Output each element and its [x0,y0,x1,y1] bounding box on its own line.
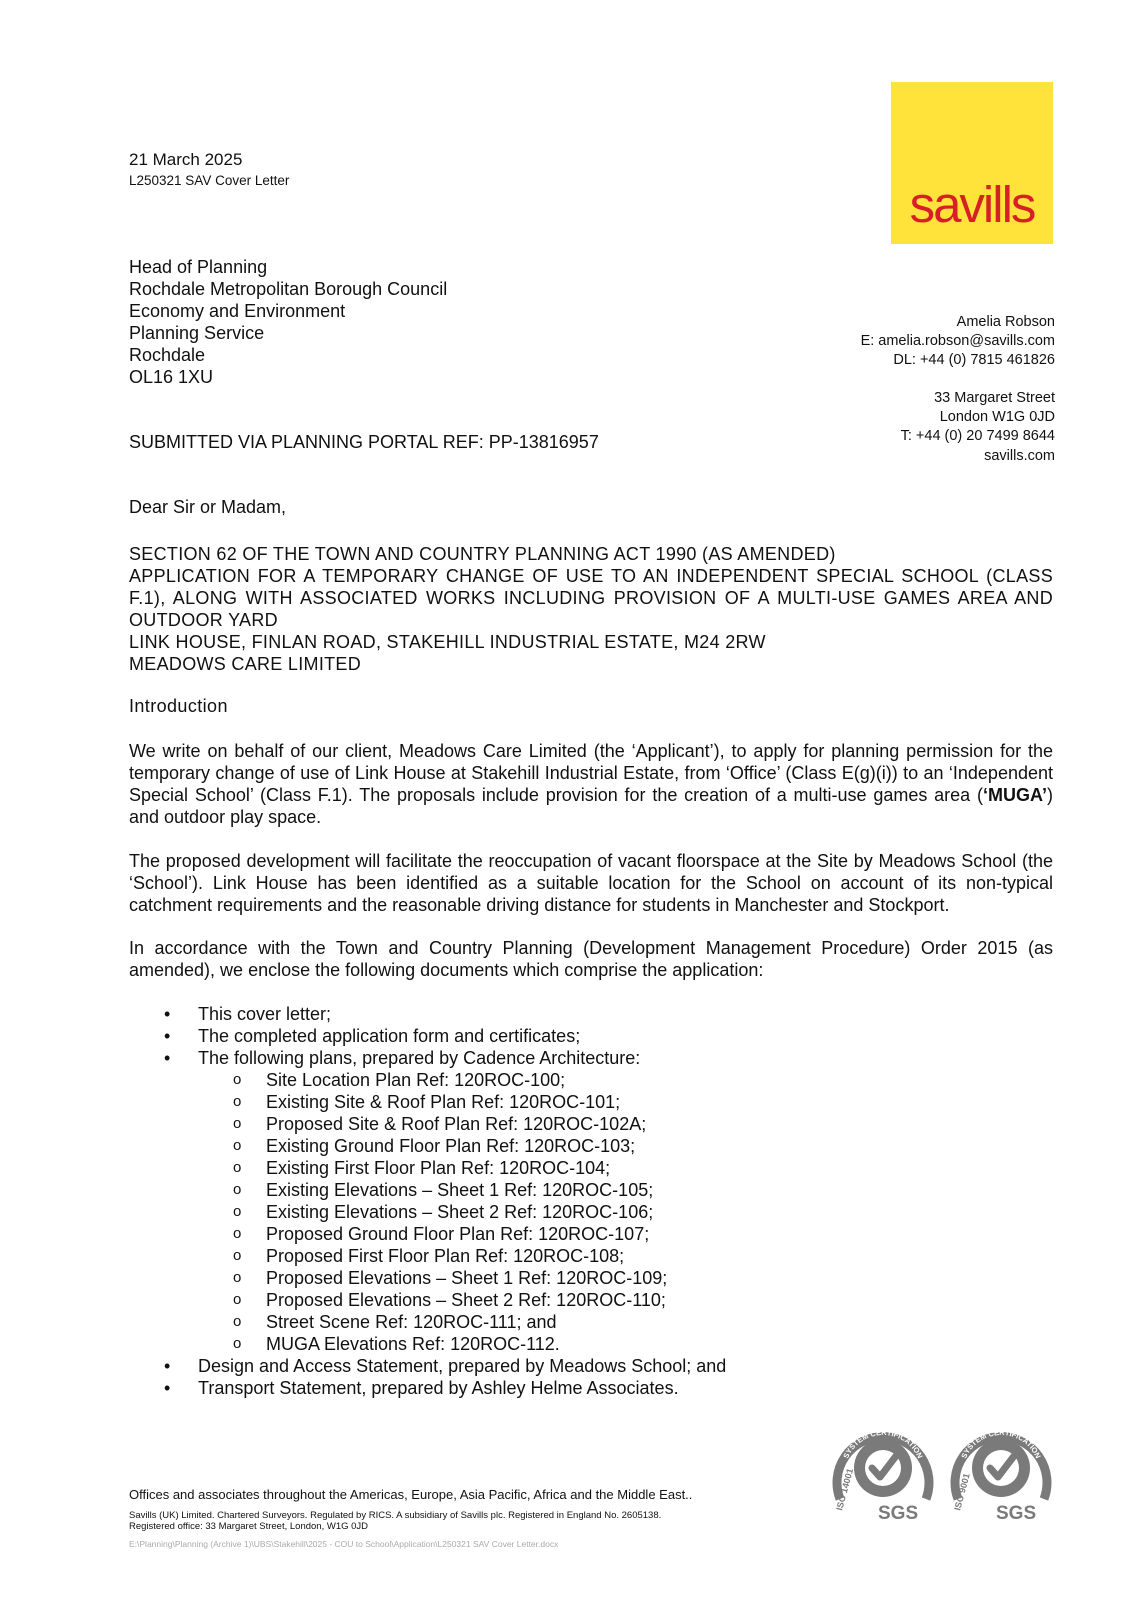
subject-line-3: LINK HOUSE, FINLAN ROAD, STAKEHILL INDUSTRIAL ESTATE, M24 2RW [129,632,766,652]
p1-defined-term-applicant: ‘Applicant’ [631,741,714,761]
intro-paragraph-3: In accordance with the Town and Country Planning (Development Management Procedure) Order 2015 (as amended), we enclose the following documents which comprise the application: [129,938,1053,980]
recipient-line: Rochdale Metropolitan Borough Council [129,279,448,299]
p1-defined-term-muga: ‘MUGA’ [982,785,1047,805]
plan-item: o Proposed Elevations – Sheet 2 Ref: 120ROC-110; [129,1289,1053,1311]
cert-1-standard: ISO 14001 [834,1467,856,1512]
recipient-line: Rochdale [129,345,206,365]
cert-1-brand: SGS [878,1503,919,1521]
list-item: • Design and Access Statement, prepared by Meadows School; and [129,1355,1053,1377]
recipient-line: Economy and Environment [129,301,346,321]
recipient-line: Head of Planning [129,257,268,277]
cert-2-brand: SGS [996,1503,1037,1521]
p2-text-b: ). Link House has been identified as a suitable location for the School on account of its non-typical catchment requirements and the reasonable driving distance for students in Manchester and Stockport. [129,873,1053,915]
portal-reference: SUBMITTED VIA PLANNING PORTAL REF: PP-13816957 [129,432,599,452]
plan-item: o Existing Site & Roof Plan Ref: 120ROC-101; [129,1091,1053,1113]
office-city: London W1G 0JD [939,409,1055,426]
plan-item: o MUGA Elevations Ref: 120ROC-112. [129,1333,1053,1355]
letter-reference: L250321 SAV Cover Letter [129,173,290,188]
footer-offices: Offices and associates throughout the Americas, Europe, Asia Pacific, Africa and the Middle East.. [129,1487,693,1502]
list-item: • This cover letter; [129,1003,1053,1025]
logo-text: savills [909,176,1035,233]
sender-name: Amelia Robson [956,314,1055,330]
recipient-line: OL16 1XU [129,367,214,387]
office-address [901,389,1055,466]
footer-legal-line-1: Savills (UK) Limited. Chartered Surveyors. Regulated by RICS. A subsidiary of Savills plc. Registered in England No. 2605138. [129,1510,662,1521]
plan-item: o Proposed Ground Floor Plan Ref: 120ROC-107; [129,1223,1053,1245]
cert-2-standard: ISO 9001 [952,1472,972,1512]
plan-item: o Proposed Elevations – Sheet 1 Ref: 120ROC-109; [129,1267,1053,1289]
plan-item: o Existing First Floor Plan Ref: 120ROC-104; [129,1157,1053,1179]
sender-direct-line: DL: +44 (0) 7815 461826 [893,352,1055,369]
plan-item: o Existing Ground Floor Plan Ref: 120ROC-103; [129,1135,1053,1157]
sender-email: E: amelia.robson@savills.com [860,333,1055,350]
list-item: • The completed application form and certificates; [129,1025,1053,1047]
p2-defined-term-school: ‘School’ [129,873,193,893]
iso-9001-certification-icon [946,1411,1056,1521]
plan-item: o Street Scene Ref: 120ROC-111; and [129,1311,1053,1333]
p2-text-a: The proposed development will facilitate the reoccupation of vacant floorspace at the Site by Meadows School (the [129,851,1053,871]
office-website: savills.com [984,447,1055,464]
section-heading-introduction: Introduction [129,696,228,716]
office-street: 33 Margaret Street [934,390,1055,406]
intro-paragraph-1 [129,740,1053,828]
plan-item: o Proposed Site & Roof Plan Ref: 120ROC-102A; [129,1113,1053,1135]
salutation: Dear Sir or Madam, [129,497,287,517]
letter-date: 21 March 2025 [129,150,243,169]
plan-item: o Existing Elevations – Sheet 1 Ref: 120ROC-105; [129,1179,1053,1201]
documents-list [129,1003,1053,1399]
p1-text-a: We write on behalf of our client, Meadows Care Limited (the [129,741,632,761]
footer-legal [129,1510,661,1532]
iso-14001-certification-icon [828,1411,938,1521]
subject-line-4: MEADOWS CARE LIMITED [129,654,362,674]
sender-contact [861,313,1055,371]
cert-2-label: SYSTEM CERTIFICATION [959,1427,1043,1460]
plan-item: o Site Location Plan Ref: 120ROC-100; [129,1069,1053,1091]
recipient-line: Planning Service [129,323,265,343]
subject-block [129,543,1053,675]
intro-paragraph-2 [129,850,1053,916]
p1-text-c: ) and outdoor play space. [129,785,1053,827]
p1-text-b: ), to apply for planning permission for the temporary change of use of Link House at Stakehill Industrial Estate, from ‘Office’ (Class E(g)(i)) to an ‘Independent Special School’ (Class F.1). The proposals include provision for the creation of a multi-use games area ( [129,741,1054,805]
subject-line-2: APPLICATION FOR A TEMPORARY CHANGE OF USE TO AN INDEPENDENT SPECIAL SCHOOL (CLASS F.1), ALONG WITH ASSOCIATED WORKS INCLUDING PROVISION OF A MULTI-USE GAMES AREA AND OUTDOOR YARD [129,566,1053,630]
list-item: • The following plans, prepared by Cadence Architecture: [129,1047,1053,1069]
cert-1-label: SYSTEM CERTIFICATION [841,1427,925,1460]
subject-line-1: SECTION 62 OF THE TOWN AND COUNTRY PLANNING ACT 1990 (AS AMENDED) [129,544,836,564]
savills-logo [891,82,1053,244]
footer-filepath: E:\Planning\Planning (Archive 1)\UBS\Stakehill\2025 - COU to School\Application\L250321 SAV Cover Letter.docx [129,1539,559,1549]
plan-item: o Proposed First Floor Plan Ref: 120ROC-108; [129,1245,1053,1267]
office-telephone: T: +44 (0) 20 7499 8644 [900,428,1055,445]
recipient-address [129,256,447,388]
list-item: • Transport Statement, prepared by Ashley Helme Associates. [129,1377,1053,1399]
footer-legal-line-2: Registered office: 33 Margaret Street, London, W1G 0JD [129,1521,369,1532]
plan-item: o Existing Elevations – Sheet 2 Ref: 120ROC-106; [129,1201,1053,1223]
